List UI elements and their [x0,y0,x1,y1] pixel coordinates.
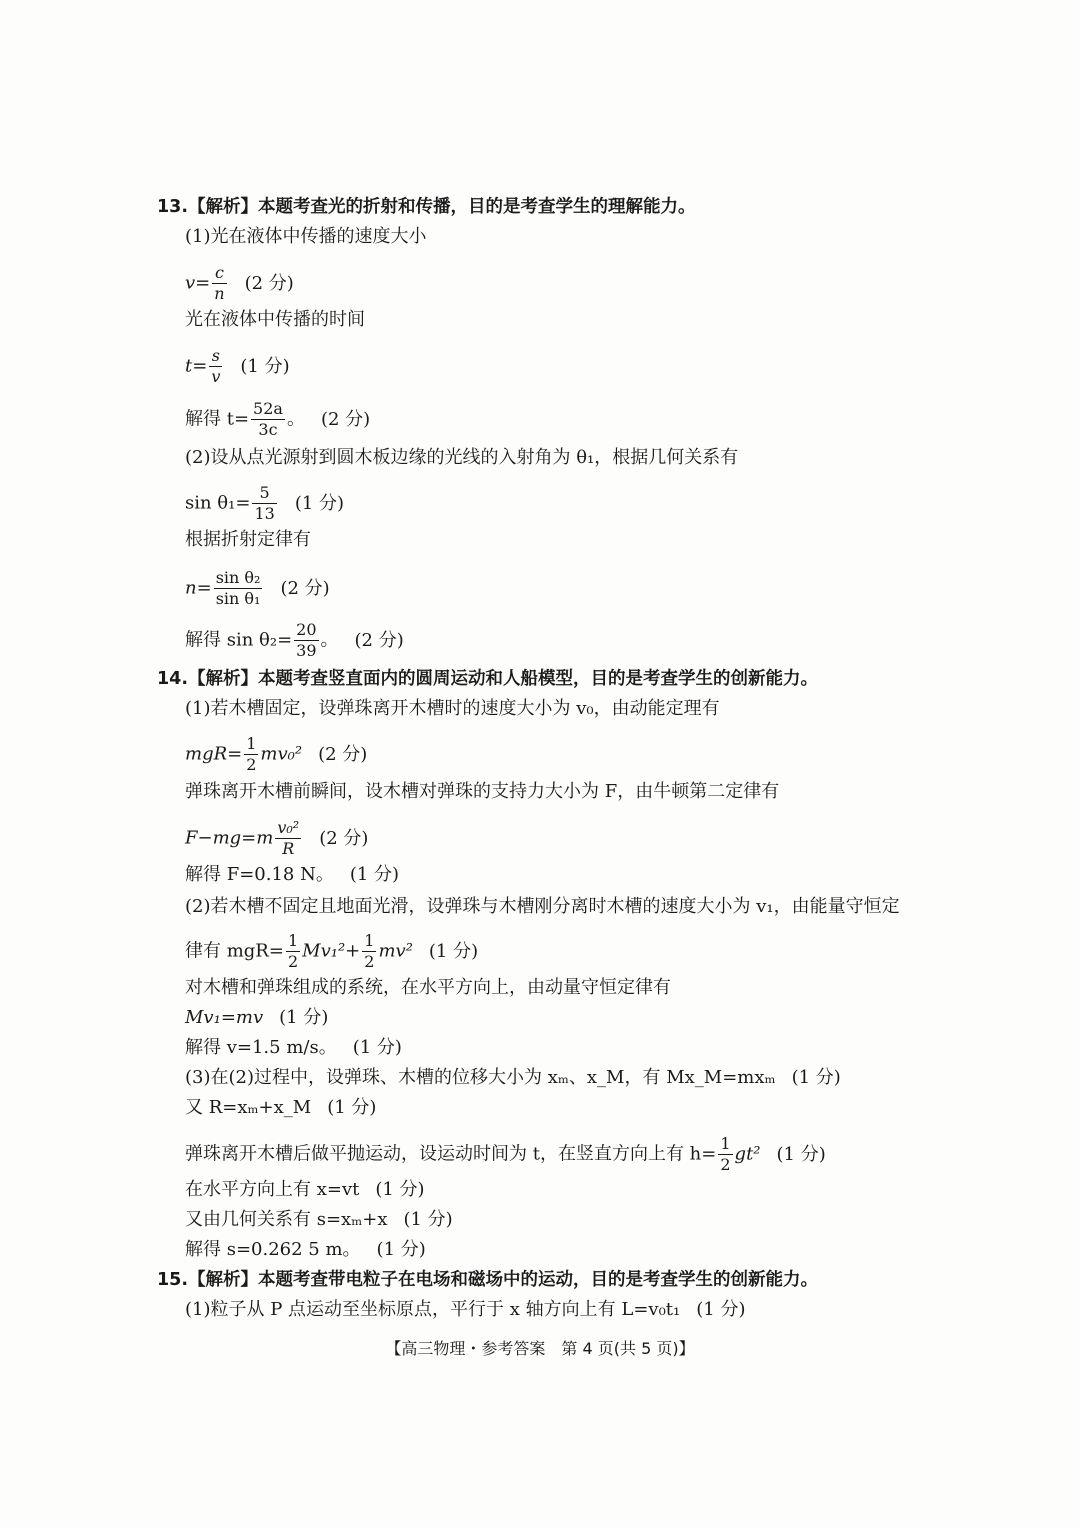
frac-num: 52a [253,399,283,418]
q15-heading: 15.【解析】本题考查带电粒子在电场和磁场中的运动，目的是考查学生的创新能力。 [157,1270,818,1290]
fraction [718,1136,732,1173]
eq-text: 解得 F=0.18 N。 [185,864,334,885]
score: (2 分) [280,577,330,599]
eq-text: Mv₁=mv [185,1007,264,1028]
eq-post: 。 [320,629,339,651]
score: (1 分) [327,1097,377,1118]
eq-pre: 解得 sin θ₂= [185,629,293,651]
frac-num: c [212,265,226,284]
q13-eq-2 [185,348,290,385]
score: (1 分) [696,1299,746,1320]
score: (1 分) [279,1007,329,1028]
q14-eq-8 [185,1178,425,1202]
eq-lhs: n= [185,577,212,599]
q14-text-1: (1)若木槽固定，设弹珠离开木槽时的速度大小为 v₀，由动能定理有 [185,698,720,719]
eq-pre: 解得 t= [185,408,250,430]
q14-eq-10 [185,1238,426,1262]
eq-mid: Mv₁²+ [302,940,361,962]
fraction [214,570,263,607]
score: (1 分) [791,1067,841,1088]
q13-eq-1 [185,265,294,302]
frac-num: 5 [252,485,276,504]
score: (1 分) [428,940,479,962]
eq-lhs: sin θ₁= [185,492,251,514]
eq-rhs: gt² [734,1143,761,1165]
eq-lhs: F−mg=m [185,827,274,849]
score: (1 分) [349,864,400,885]
text: 弹珠离开木槽后做平抛运动，设运动时间为 t，在竖直方向上有 h= [185,1143,717,1165]
frac-den: 2 [246,755,257,774]
q15-text-1 [185,1298,745,1322]
frac-num: 20 [296,620,317,639]
q14-text-2: 弹珠离开木槽前瞬间，设木槽对弹珠的支持力大小为 F，由牛顿第二定律有 [185,781,780,802]
frac-den: 2 [720,1155,731,1174]
fraction [362,933,376,970]
frac-den: sin θ₁ [215,589,261,608]
eq-text: 又 R=xₘ+x_M [185,1097,312,1118]
q14-text-5 [185,1066,841,1090]
frac-den: 13 [254,504,275,523]
q13-text-2: 光在液体中传播的时间 [185,309,365,330]
score: (1 分) [352,1037,402,1058]
eq-rhs: mv² [378,940,413,962]
frac-num: v₀² [277,818,300,837]
frac-num: 1 [246,734,257,753]
score: (2 分) [244,272,294,294]
frac-num: 1 [720,1134,731,1153]
eq-lhs: mgR= [185,743,243,765]
eq-post: 。 [286,408,305,430]
eq-text: 又由几何关系有 s=xₘ+x [185,1209,388,1230]
q13-text-1: (1)光在液体中传播的速度大小 [185,226,427,247]
q14-eq-7 [185,1096,376,1120]
frac-den: n [214,284,225,303]
frac-den: R [282,839,295,858]
fraction [275,820,301,857]
fraction [212,265,226,302]
frac-den: v [211,367,221,386]
q14-text-3: (2)若木槽不固定且地面光滑，设弹珠与木槽刚分离时木槽的速度大小为 v₁，由能量守恒定 [185,896,900,917]
score: (1 分) [375,1179,425,1200]
q14-eq-4 [185,933,478,970]
score: (2 分) [319,827,369,849]
text: (1)粒子从 P 点运动至坐标原点，平行于 x 轴方向上有 L=v₀t₁ [185,1299,681,1320]
fraction [294,622,318,659]
eq-text: 解得 v=1.5 m/s。 [185,1037,337,1058]
text: (3)在(2)过程中，设弹珠、木槽的位移大小为 xₘ、x_M，有 Mx_M=mxₘ [185,1067,776,1088]
eq-lhs: v= [185,272,211,294]
score: (2 分) [318,743,368,765]
q13-text-3: (2)设从点光源射到圆木板边缘的光线的入射角为 θ₁，根据几何关系有 [185,447,739,468]
score: (2 分) [354,629,404,651]
score: (1 分) [294,492,345,514]
q13-heading: 13.【解析】本题考查光的折射和传播，目的是考查学生的理解能力。 [157,197,696,217]
q14-eq-1 [185,736,367,773]
q14-text-6 [185,1136,826,1173]
q14-heading: 14.【解析】本题考查竖直面内的圆周运动和人船模型，目的是考查学生的创新能力。 [157,669,818,689]
q13-text-4: 根据折射定律有 [185,529,311,550]
q14-eq-5 [185,1006,328,1030]
frac-den: 3c [258,420,278,439]
q14-eq-2 [185,820,368,857]
score: (1 分) [403,1209,453,1230]
fraction [286,933,300,970]
page-footer: 【高三物理・参考答案 第 4 页(共 5 页)】 [385,1339,695,1358]
q14-eq-6 [185,1036,402,1060]
q13-eq-6 [185,622,404,659]
frac-num: 1 [287,931,299,950]
eq-text: 解得 s=0.262 5 m。 [185,1239,361,1260]
frac-den: 39 [296,641,317,660]
score: (1 分) [240,355,290,377]
fraction [252,485,276,522]
frac-den: 2 [287,952,299,971]
q13-eq-5 [185,570,330,607]
eq-pre: 律有 mgR= [185,940,284,962]
q14-text-4: 对木槽和弹珠组成的系统，在水平方向上，由动量守恒定律有 [185,977,671,998]
fraction [244,736,258,773]
fraction [251,401,285,438]
q14-eq-3 [185,863,399,887]
frac-num: 1 [364,931,375,950]
q14-eq-9 [185,1208,453,1232]
q13-eq-3 [185,401,370,438]
score: (1 分) [776,1143,826,1165]
frac-num: s [209,348,222,367]
frac-num: sin θ₂ [215,568,261,587]
score: (1 分) [376,1239,426,1260]
eq-lhs: t= [185,355,208,377]
fraction [209,348,222,385]
q13-eq-4 [185,485,344,522]
eq-text: 在水平方向上有 x=vt [185,1179,360,1200]
score: (2 分) [320,408,371,430]
frac-den: 2 [364,952,375,971]
eq-rhs: mv₀² [260,743,303,765]
